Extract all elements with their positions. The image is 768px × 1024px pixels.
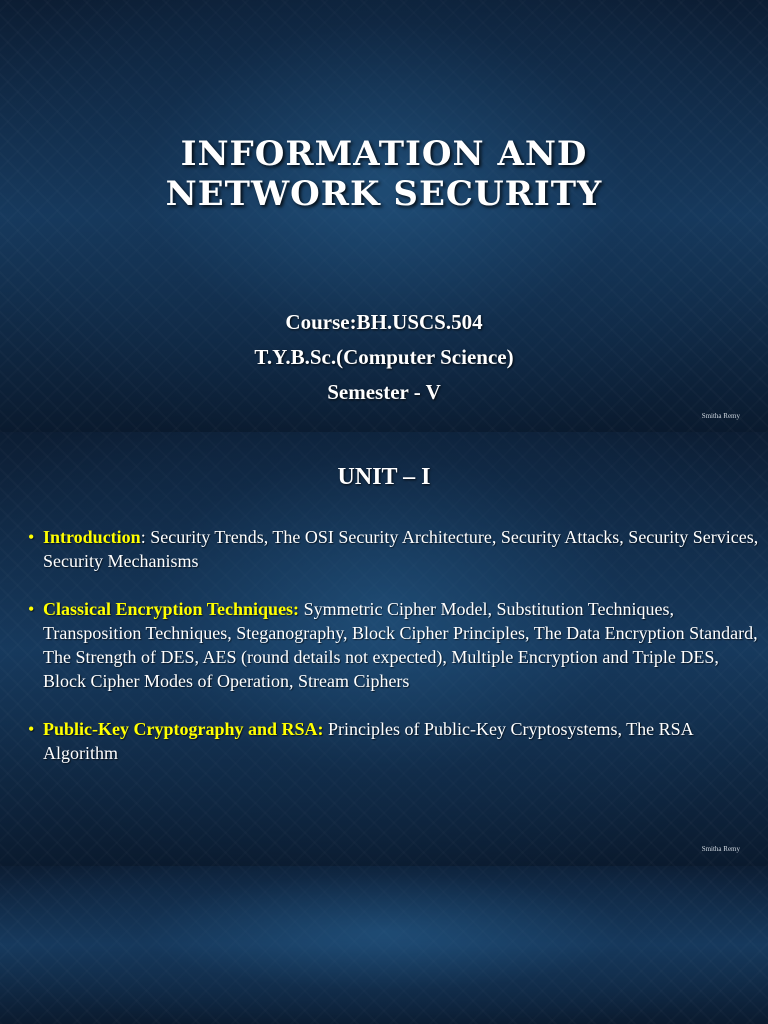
slide-title-line-2: NETWORK SECURITY <box>165 174 603 214</box>
topic-label: Introduction <box>43 527 141 547</box>
topic-label: Classical Encryption Techniques: <box>43 599 300 619</box>
topic-text: Symmetric Cipher Model, Substitution Techniques, Transposition Techniques, Steganography, Block Cipher Principles, The Data Encryption Standard, The Strength of DES, AES (round details not expected), Multiple Encryption and Triple DES, Block Cipher Modes of Operation, Stream Ciphers <box>43 599 758 691</box>
topic-item-introduction <box>28 525 764 573</box>
bullet-icon: • <box>28 527 35 547</box>
topic-text: Principles of Public-Key Cryptosystems, The RSA Algorithm <box>43 719 693 763</box>
topic-list <box>28 525 764 789</box>
slide-title-line-1: INFORMATION AND <box>180 134 588 174</box>
bullet-icon: • <box>28 719 35 739</box>
course-code: Course:BH.USCS.504 <box>285 310 483 334</box>
course-details <box>0 305 768 410</box>
topic-text: Security Trends, The OSI Security Architecture, Security Attacks, Security Services, Security Mechanisms <box>43 527 759 571</box>
author-credit: Smitha Remy <box>701 845 740 853</box>
bullet-icon: • <box>28 599 35 619</box>
semester-label: Semester - V <box>327 380 441 404</box>
topic-item-public-key <box>28 717 764 765</box>
next-slide-partial <box>0 866 768 1024</box>
topic-label: Public-Key Cryptography and RSA: <box>43 719 324 739</box>
topic-item-classical-encryption <box>28 597 764 693</box>
syllabus-slide <box>0 432 768 866</box>
program-name: T.Y.B.Sc.(Computer Science) <box>254 345 514 369</box>
unit-heading: UNIT – I <box>337 464 431 490</box>
topic-separator: : <box>140 527 146 547</box>
author-credit: Smitha Remy <box>701 412 740 420</box>
slide-title <box>0 134 768 214</box>
title-slide <box>0 0 768 432</box>
